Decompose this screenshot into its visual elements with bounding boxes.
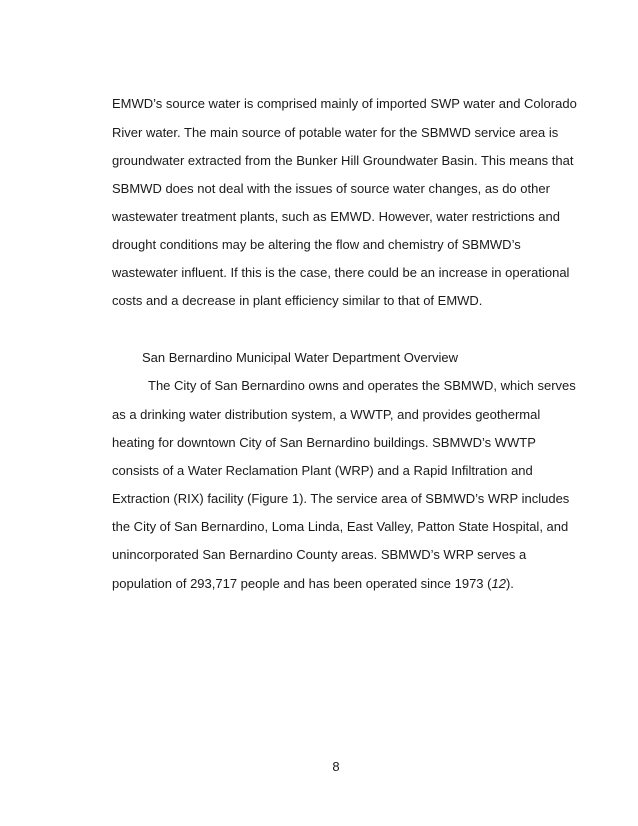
paragraph-2-line-3: heating for downtown City of San Bernardino buildings. SBMWD’s WWTP [112,435,536,450]
paragraph-2-line-4: consists of a Water Reclamation Plant (WRP) and a Rapid Infiltration and [112,463,533,478]
section-heading: San Bernardino Municipal Water Department Overview [142,350,458,365]
paragraph-1-line-6: drought conditions may be altering the flow and chemistry of SBMWD’s [112,237,521,252]
paragraph-2-line-2: as a drinking water distribution system, a WWTP, and provides geothermal [112,407,541,422]
paragraph-1-line-5: wastewater treatment plants, such as EMWD. However, water restrictions and [112,209,560,224]
paragraph-2-line-1: The City of San Bernardino owns and operates the SBMWD, which serves [148,378,576,393]
paragraph-1-line-2: River water. The main source of potable water for the SBMWD service area is [112,125,559,140]
paragraph-2-line-8 [112,576,514,592]
paragraph-1-line-3: groundwater extracted from the Bunker Hill Groundwater Basin. This means that [112,153,574,168]
last-line-prefix: population of 293,717 people and has been operated since 1973 ( [112,576,492,591]
last-line-suffix: ). [505,576,514,591]
paragraph-1-line-7: wastewater influent. If this is the case, there could be an increase in operational [112,265,570,280]
paragraph-1-line-4: SBMWD does not deal with the issues of source water changes, as do other [112,181,550,196]
page-number: 8 [332,759,340,774]
paragraph-2-line-7: unincorporated San Bernardino County areas. SBMWD’s WRP serves a [112,547,527,562]
paragraph-2-line-5: Extraction (RIX) facility (Figure 1). The service area of SBMWD’s WRP includes [112,491,570,506]
citation-reference: 12 [491,576,506,591]
paragraph-1-line-8: costs and a decrease in plant efficiency similar to that of EMWD. [112,293,483,308]
paragraph-2-line-6: the City of San Bernardino, Loma Linda, East Valley, Patton State Hospital, and [112,519,569,534]
paragraph-1-line-1: EMWD’s source water is comprised mainly of imported SWP water and Colorado [112,96,577,111]
